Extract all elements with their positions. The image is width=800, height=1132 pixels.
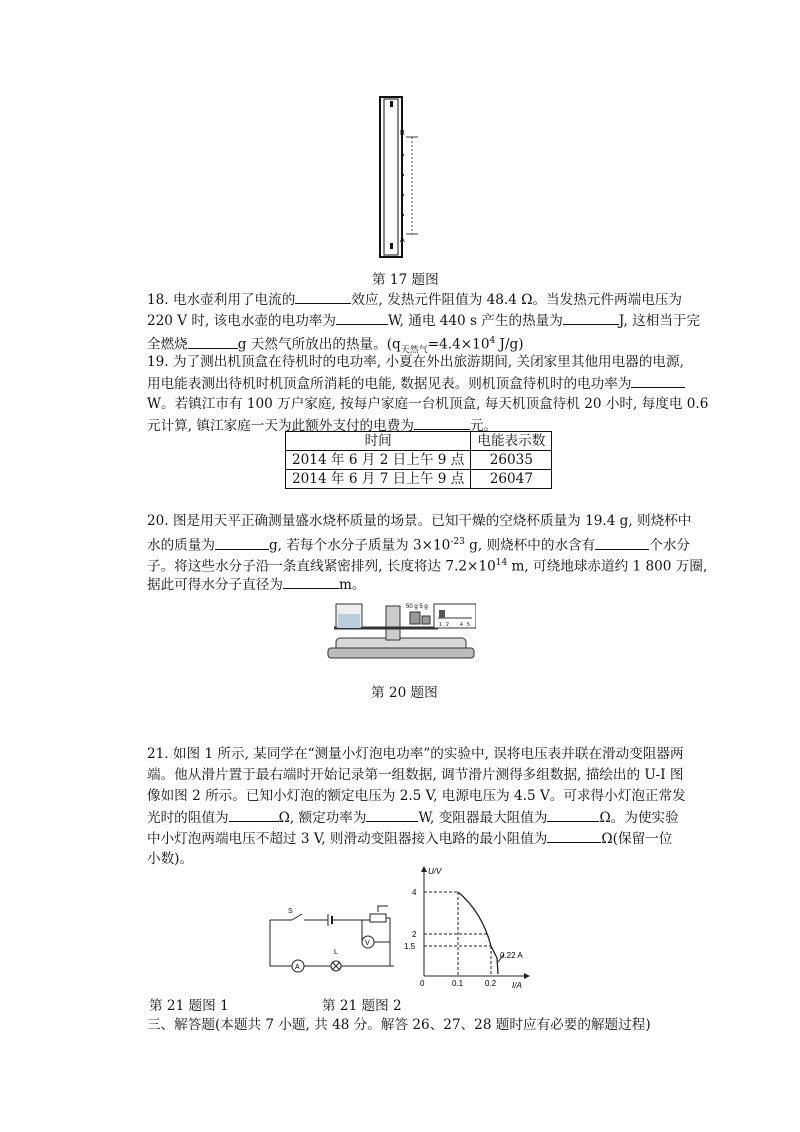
x-tick: 0.1 [452,979,464,988]
q20-blank1[interactable] [215,535,269,550]
section-3-heading: 三、解答题(本题共 7 小题, 共 48 分。解答 26、27、28 题时应有必要的解题过程) [147,1017,651,1033]
x-tick: 0.2 [485,979,497,988]
q20-line1: 20. 图是用天平正确测量盛水烧杯质量的场景。已知干燥的空烧杯质量为 19.4 g, 则烧杯中 [147,513,692,529]
q19-blank1[interactable] [631,373,685,388]
y-axis-label: U/V [428,867,442,876]
scale-tick: 4 [460,622,463,628]
weights-label: 50 g 5 g [406,604,428,610]
table-cell: 26047 [471,470,552,489]
table-header: 电能表示数 [471,432,552,451]
q19-blank2[interactable] [414,415,470,430]
q20-blank3[interactable] [283,574,339,589]
table-header: 时间 [286,432,471,451]
q21-line4: 光时的阻值为 Ω, 额定功率为 W, 变阻器最大阻值为 Ω。为使实验 [147,807,667,828]
q21-line1: 21. 如图 1 所示, 某同学在“测量小灯泡电功率”的实验中, 误将电压表并联在滑动变阻器两 [147,746,684,762]
q19-line3: W。若镇江市有 100 万户家庭, 按每户家庭一台机顶盒, 每天机顶盒待机 20 小时, 每度电 0.6 [147,396,709,412]
y-tick: 4 [412,888,417,897]
q21-line2: 端。他从滑片置于最右端时开始记录第一组数据, 调节滑片测得多组数据, 描绘出的 U-I 图 [147,767,684,783]
balance-figure [326,596,476,666]
q21-line3: 像如图 2 所示。已知小灯泡的额定电压为 2.5 V, 电源电压为 4.5 V。可求得小灯泡正常发 [147,788,686,804]
table-cell: 26035 [471,451,552,470]
q21-blank2[interactable] [366,807,418,822]
circuit-figure [262,902,402,974]
q18-line3: 全燃烧 g 天然气所放出的热量。($q_{天然气}=4.4\times 10^4$ J/g) [147,331,667,360]
energy-table [285,431,552,489]
q20-blank2[interactable] [595,535,649,550]
label-b: B [400,130,405,137]
scale-tick: 1 [439,622,442,628]
fig21-caption1: 第 21 题图 1 [149,998,229,1014]
label-a: A [400,237,405,244]
q20-line4: 据此可得水分子直径为 m。 [147,574,667,595]
ui-graph [402,862,542,992]
table-header-row [286,432,552,451]
q21-blank3[interactable] [547,807,599,822]
y-tick: 2 [412,930,417,939]
y-tick: 1.5 [404,942,416,951]
q21-blank1[interactable] [229,807,279,822]
lamp-label: L [334,949,338,956]
x-axis-label: I/A [512,981,522,990]
q21-line6: 小数)。 [147,851,194,867]
table-row [286,451,552,470]
fig17-caption: 第 17 题图 [372,272,439,288]
figure-17 [378,95,420,260]
table-cell: 2014 年 6 月 2 日上午 9 点 [286,451,471,470]
q18-blank2[interactable] [336,310,388,325]
q21-line5: 中小灯泡两端电压不超过 3 V, 则滑动变阻器接入电路的最小阻值为 Ω(保留一位 [147,828,667,849]
q19-line4: 元计算, 镇江家庭一天为此额外支付的电费为 元。 [147,415,667,436]
q18-line1: 18. 电水壶利用了电流的 效应, 发热元件阻值为 48.4 Ω。当发热元件两端电压为 [147,289,667,310]
q19-line2: 用电能表测出待机时机顶盒所消耗的电能, 数据见表。则机顶盒待机时的电功率为 [147,373,667,394]
fig21-caption2: 第 21 题图 2 [322,998,402,1014]
current-annotation: 0.22 A [500,951,523,960]
x-tick: 0 [420,979,425,988]
scale-tick: 2 [446,622,449,628]
fig20-caption: 第 20 题图 [371,685,438,701]
q18-line2: 220 V 时, 该电水壶的电功率为 W, 通电 440 s 产生的热量为 J, 这相当于完 [147,310,667,331]
q18-blank4[interactable] [188,334,238,349]
q19-line1: 19. 为了测出机顶盒在待机时的电功率, 小夏在外出旅游期间, 关闭家里其他用电器的电源, [147,354,684,370]
q20-line3: 子。将这些水分子沿一条直线紧密排列, 长度将达 $7.2\times 10^{14}$ m, 可绕地球赤道约 1 800 万圈, [147,558,708,575]
table-cell: 2014 年 6 月 7 日上午 9 点 [286,470,471,489]
q20-line2: 水的质量为 g, 若每个水分子质量为 $3\times 10^{-23}$ g, 则烧杯中的水含有 个水分 [147,532,667,556]
switch-label: S [288,908,293,915]
q18-blank3[interactable] [563,310,619,325]
ammeter-label: A [295,964,300,971]
voltmeter-label: V [365,940,370,947]
q18-blank1[interactable] [295,289,351,304]
q21-blank4[interactable] [547,828,601,843]
scale-tick: 5 [467,622,470,628]
table-row [286,470,552,489]
